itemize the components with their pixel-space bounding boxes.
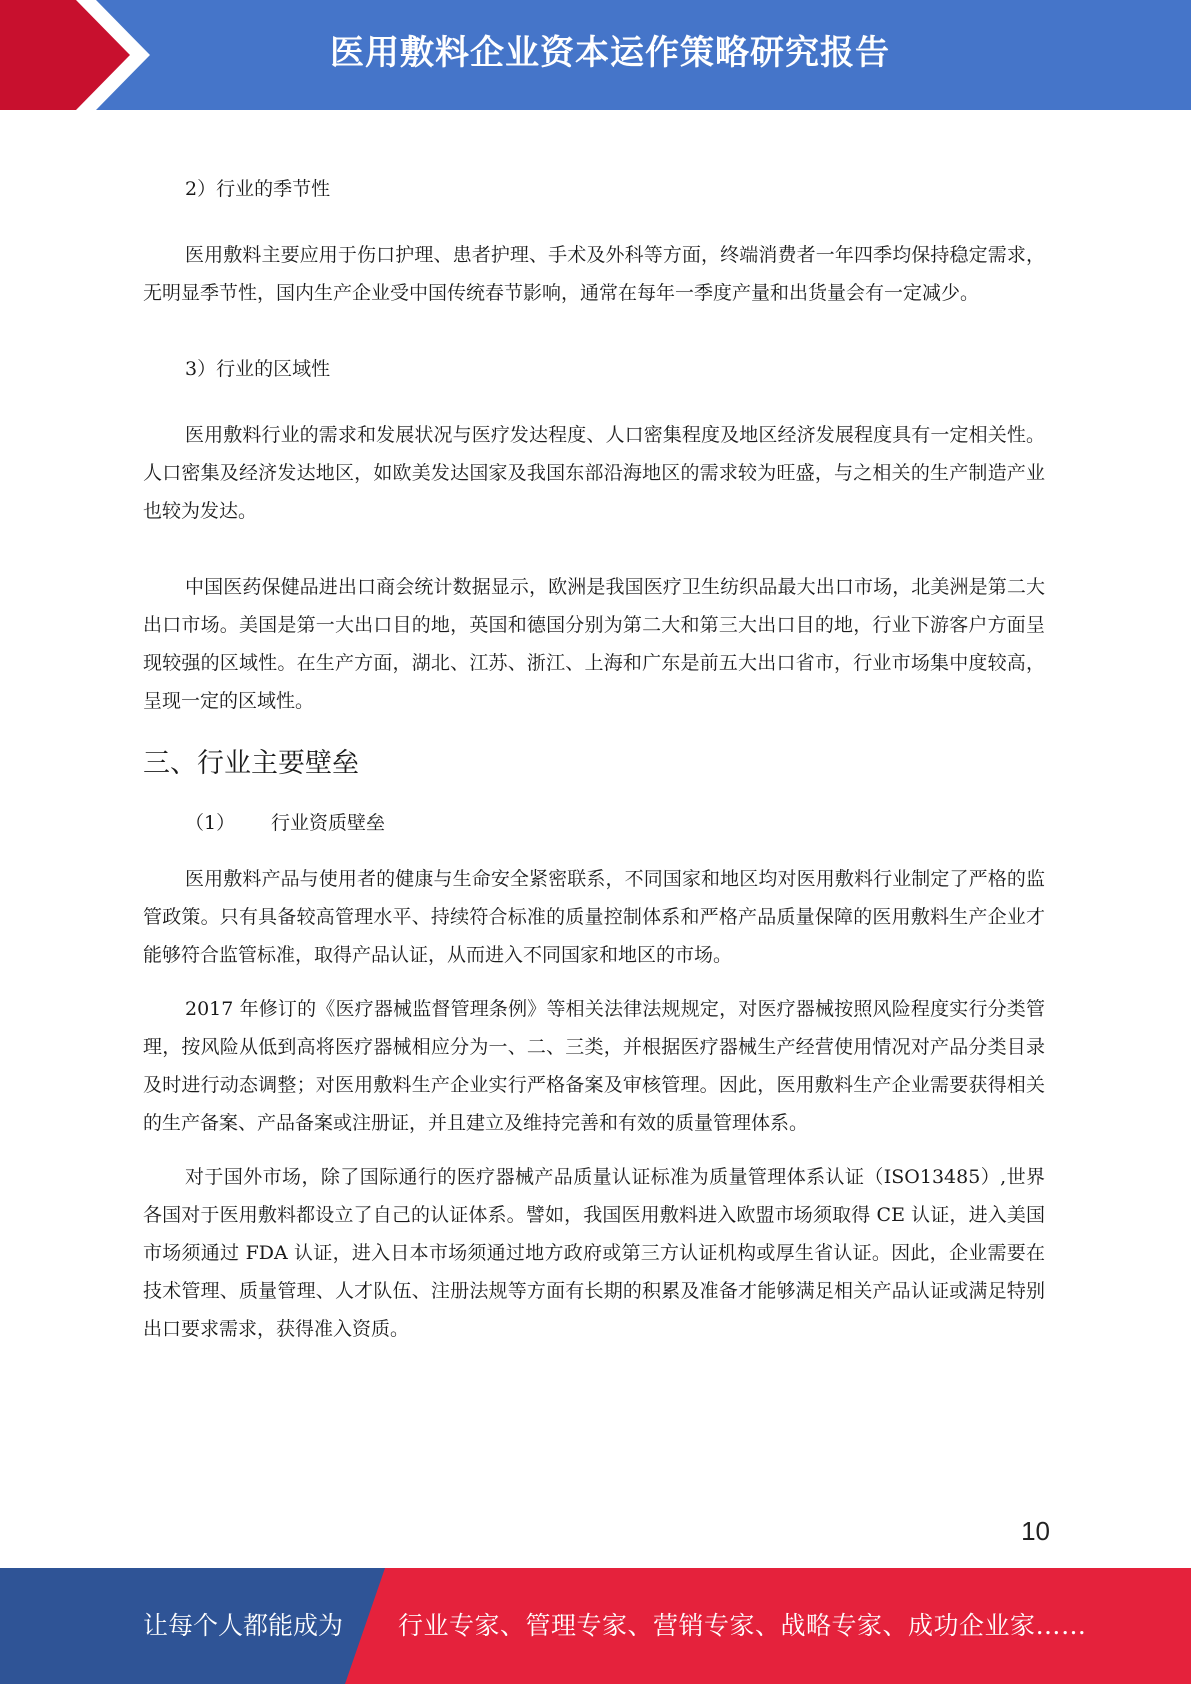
regional-paragraph-2: 中国医药保健品进出口商会统计数据显示，欧洲是我国医疗卫生纺织品最大出口市场，北美洲是第二大出口市场。美国是第一大出口目的地，英国和德国分别为第二大和第三大出口目的地，行业下游客户方面呈现较强的区域性。在生产方面，湖北、江苏、浙江、上海和广东是前五大出口省市，行业市场集中度较高，呈现一定的区域性。 [143, 576, 1045, 712]
seasonality-paragraph: 医用敷料主要应用于伤口护理、患者护理、手术及外科等方面，终端消费者一年四季均保持稳定需求，无明显季节性，国内生产企业受中国传统春节影响，通常在每年一季度产量和出货量会有一定减少。 [143, 244, 1045, 304]
page-body [143, 170, 1045, 1348]
barrier-item-label: 行业资质壁垒 [271, 812, 386, 834]
page-footer [0, 1568, 1191, 1684]
barriers-paragraph-1: 医用敷料产品与使用者的健康与生命安全紧密联系，不同国家和地区均对医用敷料行业制定了严格的监管政策。只有具备较高管理水平、持续符合标准的质量控制体系和严格产品质量保障的医用敷料生产企业才能够符合监管标准，取得产品认证，从而进入不同国家和地区的市场。 [143, 868, 1045, 966]
report-title: 医用敷料企业资本运作策略研究报告 [330, 33, 890, 73]
barrier-item-number: （1） [185, 812, 236, 834]
page-header [0, 0, 1191, 110]
footer-slogan-left: 让每个人都能成为 [143, 1611, 344, 1640]
seasonality-heading: 2）行业的季节性 [185, 178, 331, 200]
regional-heading: 3）行业的区域性 [185, 358, 331, 380]
footer-slogan-right: 行业专家、管理专家、营销专家、战略专家、成功企业家…… [398, 1611, 1087, 1640]
barrier-item-1 [143, 804, 1045, 842]
barriers-heading: 三、行业主要壁垒 [143, 748, 359, 779]
page-number: 10 [1021, 1516, 1050, 1546]
barriers-paragraph-2: 2017 年修订的《医疗器械监督管理条例》等相关法律法规规定，对医疗器械按照风险程度实行分类管理，按风险从低到高将医疗器械相应分为一、二、三类，并根据医疗器械生产经营使用情况对产品分类目录及时进行动态调整；对医用敷料生产企业实行严格备案及审核管理。因此，医用敷料生产企业需要获得相关的生产备案、产品备案或注册证，并且建立及维持完善和有效的质量管理体系。 [143, 998, 1045, 1134]
barriers-paragraph-3: 对于国外市场，除了国际通行的医疗器械产品质量认证标准为质量管理体系认证（ISO13485）,世界各国对于医用敷料都设立了自己的认证体系。譬如，我国医用敷料进入欧盟市场须取得 CE 认证，进入美国市场须通过 FDA 认证，进入日本市场须通过地方政府或第三方认证机构或厚生省认证。因此，企业需要在技术管理、质量管理、人才队伍、注册法规等方面有长期的积累及准备才能够满足相关产品认证或满足特别出口要求需求，获得准入资质。 [143, 1166, 1045, 1340]
regional-paragraph-1: 医用敷料行业的需求和发展状况与医疗发达程度、人口密集程度及地区经济发展程度具有一定相关性。人口密集及经济发达地区，如欧美发达国家及我国东部沿海地区的需求较为旺盛，与之相关的生产制造产业也较为发达。 [143, 424, 1045, 522]
